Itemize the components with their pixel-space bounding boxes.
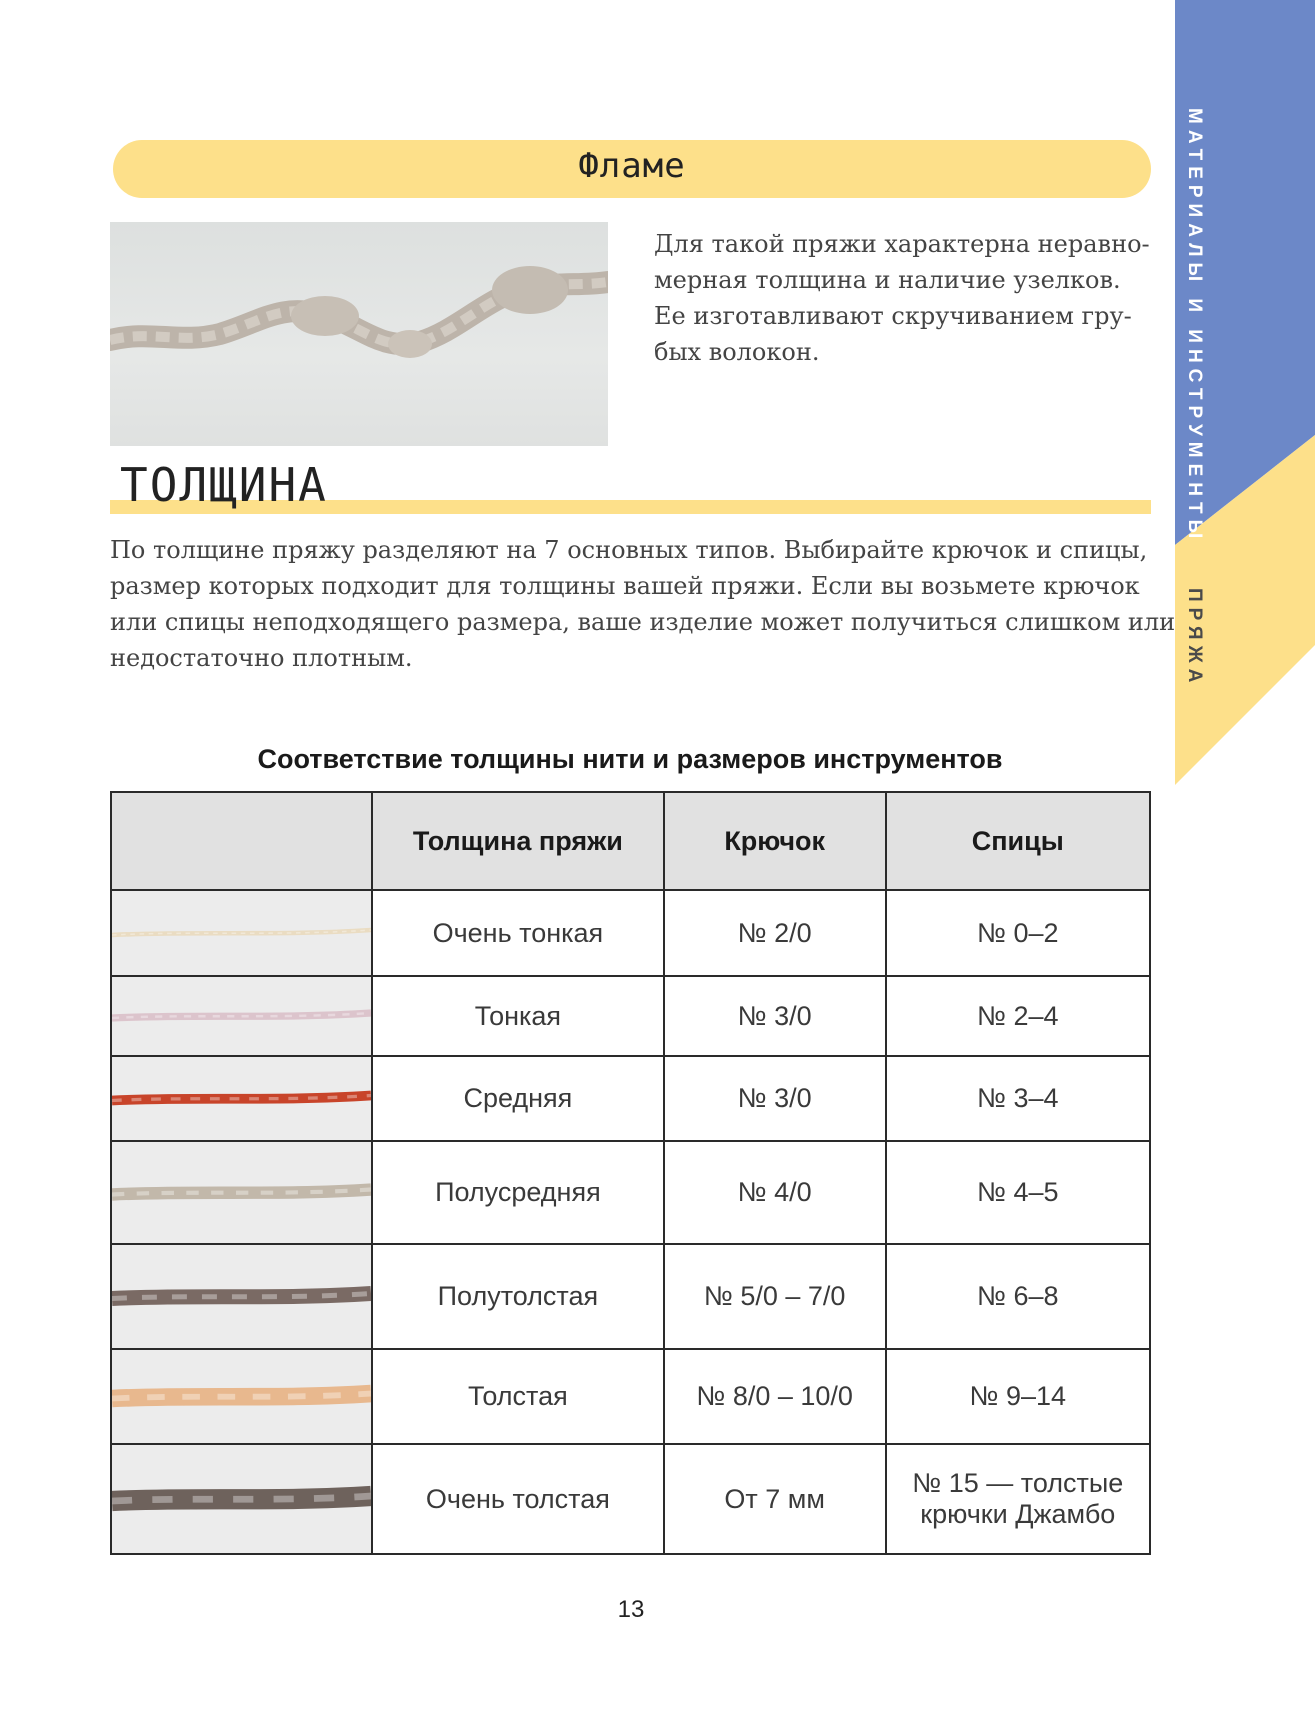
cell-needles: № 2–4: [886, 976, 1150, 1056]
needles-line: № 15 — толстые: [912, 1468, 1124, 1498]
cell-hook: № 4/0: [664, 1141, 886, 1244]
yarn-sample-photo: [111, 1349, 372, 1444]
cell-needles: № 3–4: [886, 1056, 1150, 1141]
header-hook: Крючок: [664, 792, 886, 890]
flame-title: Фламе: [578, 146, 686, 186]
intro-line: недостаточно плотным.: [110, 644, 413, 672]
flame-banner: [113, 140, 1151, 198]
table-row: [111, 1056, 1150, 1141]
flame-description: [654, 226, 1150, 370]
cell-weight: Толстая: [372, 1349, 664, 1444]
cell-needles: [886, 1444, 1150, 1554]
table-row: [111, 1349, 1150, 1444]
cell-weight: Очень тонкая: [372, 890, 664, 976]
table-title: Соответствие толщины нити и размеров инструментов: [257, 744, 1003, 774]
yarn-sample-photo: [111, 1141, 372, 1244]
section-tab-materials[interactable]: МАТЕРИАЛЫ И ИНСТРУМЕНТЫ: [1184, 108, 1205, 545]
cell-hook: № 3/0: [664, 976, 886, 1056]
thickness-intro: [110, 532, 1176, 676]
cell-needles: № 0–2: [886, 890, 1150, 976]
yarn-sample-photo: [111, 976, 372, 1056]
yarn-sample-photo: [111, 1244, 372, 1349]
needles-line: крючки Джамбо: [920, 1499, 1116, 1529]
intro-line: размер которых подходит для толщины вашей пряжи. Если вы возьмете крючок: [110, 572, 1140, 600]
cell-weight: Полутолстая: [372, 1244, 664, 1349]
cell-needles: № 9–14: [886, 1349, 1150, 1444]
page-number: 13: [617, 1596, 645, 1623]
flame-line: Для такой пряжи характерна неравно-: [654, 230, 1150, 258]
cell-hook: № 2/0: [664, 890, 886, 976]
intro-line: По толщине пряжу разделяют на 7 основных типов. Выбирайте крючок и спицы,: [110, 536, 1148, 564]
table-row: [111, 890, 1150, 976]
cell-needles: № 4–5: [886, 1141, 1150, 1244]
cell-hook: № 5/0 – 7/0: [664, 1244, 886, 1349]
header-needles: Спицы: [886, 792, 1150, 890]
header-weight: Толщина пряжи: [372, 792, 664, 890]
thickness-title: ТОЛЩИНА: [120, 458, 328, 512]
cell-needles: № 6–8: [886, 1244, 1150, 1349]
header-yarn-photo: [111, 792, 372, 890]
intro-line: или спицы неподходящего размера, ваше изделие может получиться слишком или: [110, 608, 1176, 636]
cell-weight: Полусредняя: [372, 1141, 664, 1244]
flame-yarn-photo: [110, 222, 608, 446]
cell-hook: № 3/0: [664, 1056, 886, 1141]
yarn-sample-photo: [111, 890, 372, 976]
flame-line: мерная толщина и наличие узелков.: [654, 266, 1121, 294]
cell-hook: № 8/0 – 10/0: [664, 1349, 886, 1444]
yarn-sample-photo: [111, 1056, 372, 1141]
yarn-sample-photo: [111, 1444, 372, 1554]
table-row: [111, 1444, 1150, 1554]
cell-weight: Тонкая: [372, 976, 664, 1056]
section-tab-yarn[interactable]: ПРЯЖА: [1184, 588, 1205, 689]
table-header-row: [111, 792, 1150, 890]
yarn-size-table: [110, 791, 1151, 1555]
cell-weight: Средняя: [372, 1056, 664, 1141]
table-row: [111, 1141, 1150, 1244]
cell-weight: Очень толстая: [372, 1444, 664, 1554]
table-row: [111, 976, 1150, 1056]
table-row: [111, 1244, 1150, 1349]
cell-hook: От 7 мм: [664, 1444, 886, 1554]
flame-line: бых волокон.: [654, 338, 820, 366]
flame-line: Ее изготавливают скручиванием гру-: [654, 302, 1132, 330]
